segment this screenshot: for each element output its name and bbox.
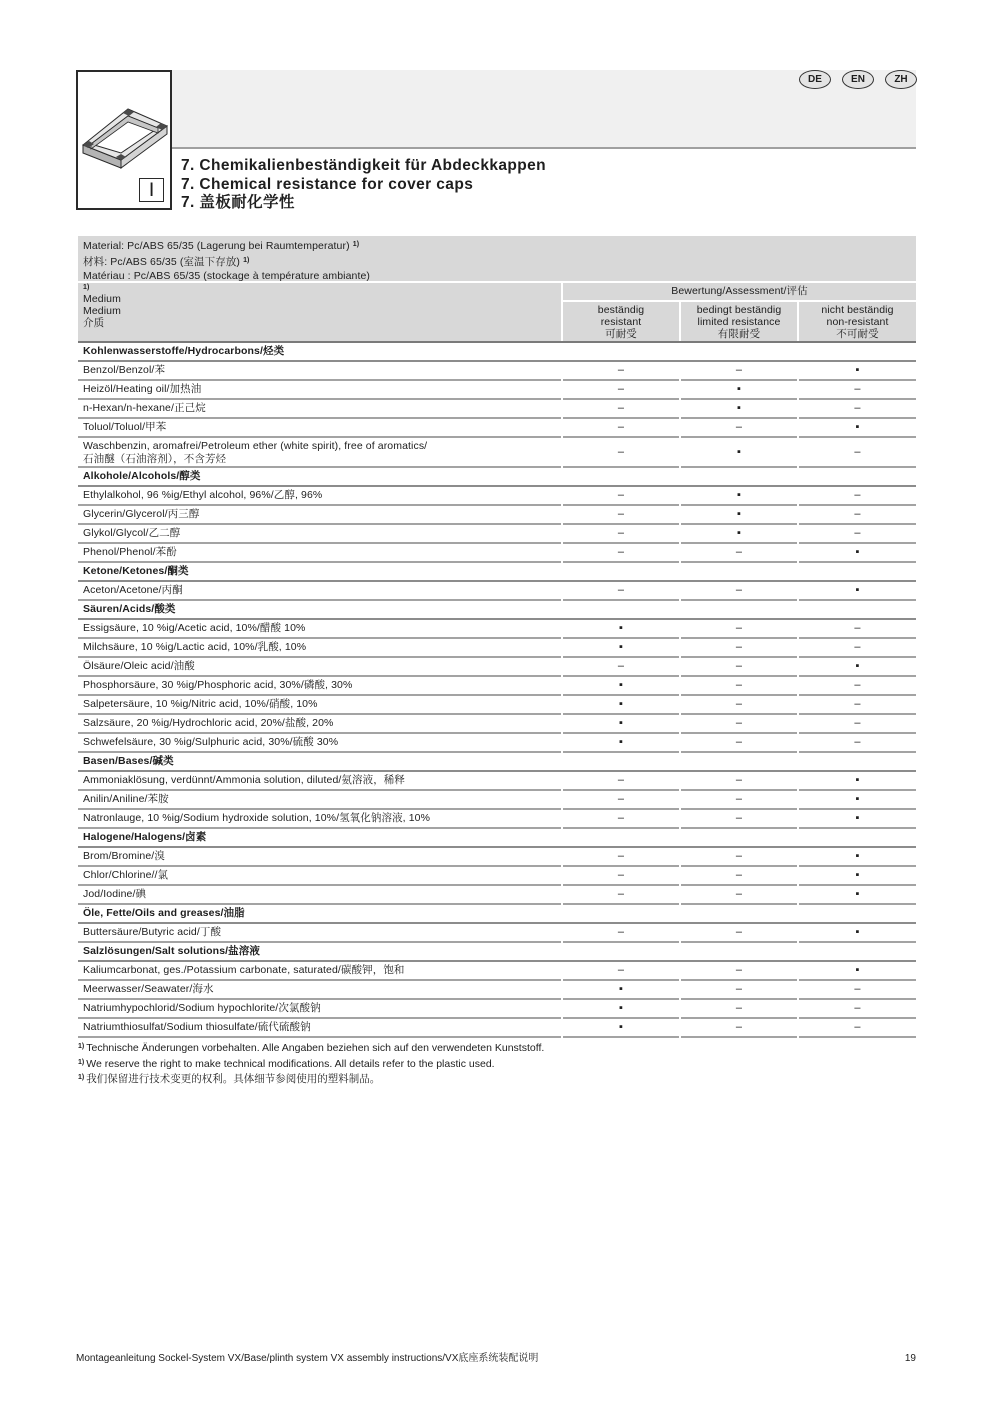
- table-row: [78, 544, 916, 563]
- rating-non-resistant: –: [799, 715, 916, 734]
- medium-name: [78, 924, 561, 943]
- section-row: [78, 343, 916, 362]
- rating-resistant: –: [563, 867, 679, 886]
- rating-resistant: –: [563, 419, 679, 438]
- medium-header-en: Medium: [83, 305, 121, 317]
- column-header-non-resistant: [799, 302, 916, 341]
- assessment-header: Bewertung/Assessment/评估: [563, 283, 916, 300]
- rating-resistant: –: [563, 886, 679, 905]
- rating-resistant: –: [563, 544, 679, 563]
- medium-name: [78, 1019, 561, 1038]
- medium-name-line: n-Hexan/n-hexane/正己烷: [83, 402, 206, 414]
- rating-non-resistant: ▪: [799, 924, 916, 943]
- rating-limited-resistance: –: [681, 362, 797, 381]
- rating-limited-resistance: –: [681, 734, 797, 753]
- material-line-zh: [83, 254, 916, 270]
- medium-name: [78, 639, 561, 658]
- rating-limited-resistance: –: [681, 1019, 797, 1038]
- table-row: [78, 658, 916, 677]
- medium-name: [78, 791, 561, 810]
- medium-name: [78, 1000, 561, 1019]
- page-number: 19: [904, 1353, 916, 1364]
- rating-limited-resistance: –: [681, 419, 797, 438]
- footnote-marker: 1): [83, 284, 90, 291]
- footnote-marker: 1): [78, 1058, 85, 1066]
- material-text: Matériau : Pc/ABS 65/35 (stockage à température ambiante): [83, 270, 371, 282]
- table-row: [78, 734, 916, 753]
- medium-name: [78, 419, 561, 438]
- rating-non-resistant: –: [799, 487, 916, 506]
- table-row: [78, 981, 916, 1000]
- rating-limited-resistance: –: [681, 772, 797, 791]
- rating-limited-resistance: –: [681, 639, 797, 658]
- column-header-line: 不可耐受: [836, 328, 879, 340]
- medium-name: [78, 696, 561, 715]
- rating-resistant: ▪: [563, 981, 679, 1000]
- rating-resistant: –: [563, 582, 679, 601]
- medium-name-line: 石油醚（石油溶剂），不含芳烃: [83, 452, 227, 465]
- rating-resistant: ▪: [563, 1000, 679, 1019]
- rating-limited-resistance: –: [681, 886, 797, 905]
- rating-resistant: ▪: [563, 696, 679, 715]
- section-row: [78, 601, 916, 620]
- rating-limited-resistance: –: [681, 924, 797, 943]
- chapter-icon-box: [76, 70, 172, 210]
- rating-limited-resistance: ▪: [681, 506, 797, 525]
- medium-header-zh: 介质: [83, 317, 105, 329]
- material-line-fr: [83, 269, 916, 284]
- rating-resistant: –: [563, 848, 679, 867]
- section-title: Salzlösungen/Salt solutions/盐溶液: [78, 943, 916, 962]
- rating-resistant: ▪: [563, 620, 679, 639]
- section-title: Halogene/Halogens/卤素: [78, 829, 916, 848]
- rating-non-resistant: ▪: [799, 419, 916, 438]
- section-title: Ketone/Ketones/酮类: [78, 563, 916, 582]
- medium-name-line: Natriumthiosulfat/Sodium thiosulfate/硫代硫酸钠: [83, 1021, 311, 1033]
- rating-resistant: ▪: [563, 715, 679, 734]
- column-header-line: 可耐受: [605, 328, 637, 340]
- medium-name-line: Salpetersäure, 10 %ig/Nitric acid, 10%/硝酸, 10%: [83, 698, 318, 710]
- table-row: [78, 1000, 916, 1019]
- medium-name: [78, 400, 561, 419]
- rating-non-resistant: –: [799, 506, 916, 525]
- footnote-marker: 1): [352, 241, 360, 248]
- medium-name-line: Anilin/Aniline/苯胺: [83, 793, 169, 805]
- section-title: Basen/Bases/碱类: [78, 753, 916, 772]
- rating-resistant: –: [563, 525, 679, 544]
- column-header-line: beständig: [597, 304, 645, 316]
- material-text: 材料: Pc/ABS 65/35 (室温下存放): [83, 255, 241, 268]
- rating-non-resistant: ▪: [799, 791, 916, 810]
- rating-resistant: –: [563, 381, 679, 400]
- column-header-line: 有限耐受: [717, 328, 761, 340]
- table-row: [78, 810, 916, 829]
- medium-name-line: Essigsäure, 10 %ig/Acetic acid, 10%/醋酸 10%: [83, 622, 306, 634]
- medium-name: [78, 848, 561, 867]
- title-en: 7. Chemical resistance for cover caps: [181, 175, 474, 193]
- section-title: Kohlenwasserstoffe/Hydrocarbons/烃类: [78, 343, 916, 362]
- rating-non-resistant: ▪: [799, 810, 916, 829]
- column-header-resistant: [563, 302, 679, 341]
- table-body: [78, 343, 916, 1038]
- rating-non-resistant: –: [799, 1019, 916, 1038]
- medium-name: [78, 582, 561, 601]
- medium-name-line: Glykol/Glycol/乙二醇: [83, 527, 181, 539]
- table-row: [78, 525, 916, 544]
- medium-name-line: Ölsäure/Oleic acid/油酸: [83, 660, 195, 672]
- medium-name: [78, 772, 561, 791]
- rating-resistant: –: [563, 438, 679, 468]
- rating-limited-resistance: ▪: [681, 525, 797, 544]
- rating-non-resistant: –: [799, 696, 916, 715]
- table-row: [78, 791, 916, 810]
- rating-limited-resistance: ▪: [681, 438, 797, 468]
- medium-name-line: Natronlauge, 10 %ig/Sodium hydroxide solution, 10%/氢氧化钠溶液, 10%: [83, 812, 431, 824]
- rating-limited-resistance: –: [681, 810, 797, 829]
- footnote-de: [78, 1040, 916, 1056]
- section-row: [78, 563, 916, 582]
- rating-limited-resistance: ▪: [681, 400, 797, 419]
- rating-limited-resistance: –: [681, 582, 797, 601]
- section-row: [78, 753, 916, 772]
- table-row: [78, 1019, 916, 1038]
- footnote-text: We reserve the right to make technical modifications. All details refer to the plastic used.: [86, 1057, 495, 1070]
- footnote-en: [78, 1056, 916, 1072]
- column-header-line: nicht beständig: [821, 304, 894, 316]
- footer-document-title: Montageanleitung Sockel-System VX/Base/plinth system VX assembly instructions/VX底座系统装配说明: [76, 1353, 539, 1364]
- table-row: [78, 924, 916, 943]
- section-title: Säuren/Acids/酸类: [78, 601, 916, 620]
- footnote-marker: 1): [78, 1074, 85, 1081]
- column-header-line: resistant: [600, 316, 642, 328]
- table-row: [78, 715, 916, 734]
- language-badge-en: EN: [842, 70, 874, 89]
- rating-non-resistant: ▪: [799, 886, 916, 905]
- medium-name: [78, 438, 561, 468]
- section-row: [78, 943, 916, 962]
- rating-resistant: –: [563, 400, 679, 419]
- rating-resistant: –: [563, 506, 679, 525]
- rating-limited-resistance: –: [681, 1000, 797, 1019]
- footnote-text: Technische Änderungen vorbehalten. Alle Angaben beziehen sich auf den verwendeten Kunststoff.: [86, 1042, 545, 1054]
- table-row: [78, 381, 916, 400]
- medium-name-line: Phosphorsäure, 30 %ig/Phosphoric acid, 30%/磷酸, 30%: [83, 679, 353, 691]
- rating-non-resistant: –: [799, 438, 916, 468]
- medium-name-line: Benzol/Benzol/苯: [83, 364, 166, 376]
- table-row: [78, 620, 916, 639]
- rating-limited-resistance: ▪: [681, 487, 797, 506]
- rating-resistant: –: [563, 658, 679, 677]
- medium-name: [78, 677, 561, 696]
- table-row: [78, 886, 916, 905]
- medium-name: [78, 544, 561, 563]
- table-row: [78, 867, 916, 886]
- medium-name-line: Ethylalkohol, 96 %ig/Ethyl alcohol, 96%/乙醇, 96%: [83, 489, 323, 501]
- page-title: [181, 157, 546, 213]
- rating-resistant: ▪: [563, 734, 679, 753]
- medium-name: [78, 886, 561, 905]
- rating-non-resistant: ▪: [799, 962, 916, 981]
- medium-name-line: Brom/Bromine/溴: [83, 850, 165, 862]
- rating-resistant: –: [563, 962, 679, 981]
- rating-non-resistant: ▪: [799, 544, 916, 563]
- rating-limited-resistance: –: [681, 544, 797, 563]
- table-row: [78, 772, 916, 791]
- medium-name: [78, 506, 561, 525]
- column-header-line: non-resistant: [826, 316, 889, 328]
- rating-limited-resistance: ▪: [681, 381, 797, 400]
- medium-name-line: Heizöl/Heating oil/加热油: [83, 383, 202, 395]
- rating-non-resistant: –: [799, 1000, 916, 1019]
- medium-name: [78, 810, 561, 829]
- rating-non-resistant: ▪: [799, 582, 916, 601]
- footnote-text: 我们保留进行技术变更的权利。具体细节参阅使用的塑料制品。: [86, 1073, 381, 1085]
- material-line-de: [83, 238, 916, 254]
- medium-name-line: Chlor/Chlorine//氯: [83, 869, 169, 881]
- rating-limited-resistance: –: [681, 981, 797, 1000]
- rating-resistant: ▪: [563, 1019, 679, 1038]
- medium-name-line: Toluol/Toluol/甲苯: [83, 421, 167, 433]
- medium-name-line: Aceton/Acetone/丙酮: [83, 584, 183, 596]
- table-row: [78, 419, 916, 438]
- rating-limited-resistance: –: [681, 715, 797, 734]
- medium-name-line: Jod/Iodine/碘: [83, 888, 147, 900]
- rating-limited-resistance: –: [681, 867, 797, 886]
- rating-limited-resistance: –: [681, 962, 797, 981]
- material-text: Material: Pc/ABS 65/35 (Lagerung bei Raumtemperatur): [83, 240, 350, 252]
- medium-name: [78, 962, 561, 981]
- title-de: 7. Chemikalienbeständigkeit für Abdeckkappen: [181, 157, 547, 174]
- rating-limited-resistance: –: [681, 848, 797, 867]
- table-row: [78, 696, 916, 715]
- material-info: [78, 236, 916, 281]
- medium-name: [78, 362, 561, 381]
- column-header-line: limited resistance: [697, 316, 781, 328]
- rating-resistant: –: [563, 772, 679, 791]
- medium-name-line: Ammoniaklösung, verdünnt/Ammonia solution, diluted/氨溶液，稀释: [83, 774, 406, 786]
- medium-name-line: Waschbenzin, aromafrei/Petroleum ether (white spirit), free of aromatics/: [83, 440, 428, 452]
- medium-name: [78, 525, 561, 544]
- language-badge-zh: ZH: [885, 70, 917, 89]
- table-row: [78, 848, 916, 867]
- medium-name-line: Glycerin/Glycerol/丙三醇: [83, 508, 200, 520]
- medium-name: [78, 715, 561, 734]
- table-row: [78, 487, 916, 506]
- chapter-icon-label: I: [139, 178, 164, 202]
- medium-name: [78, 867, 561, 886]
- rating-non-resistant: –: [799, 734, 916, 753]
- section-row: [78, 829, 916, 848]
- rating-non-resistant: ▪: [799, 772, 916, 791]
- medium-name-line: Kaliumcarbonat, ges./Potassium carbonate, saturated/碳酸钾，饱和: [83, 964, 405, 976]
- footnote-zh: [78, 1071, 916, 1087]
- table-row: [78, 639, 916, 658]
- column-header-line: bedingt beständig: [696, 304, 782, 316]
- rating-non-resistant: –: [799, 400, 916, 419]
- section-row: [78, 468, 916, 487]
- rating-limited-resistance: –: [681, 791, 797, 810]
- table-row: [78, 362, 916, 381]
- rating-non-resistant: –: [799, 381, 916, 400]
- table-row: [78, 677, 916, 696]
- rating-limited-resistance: –: [681, 677, 797, 696]
- title-zh: 7. 盖板耐化学性: [181, 194, 295, 211]
- table-row: [78, 400, 916, 419]
- medium-name-line: Schwefelsäure, 30 %ig/Sulphuric acid, 30%/硫酸 30%: [83, 736, 339, 748]
- chemical-resistance-table: [78, 236, 916, 1040]
- medium-name-line: Milchsäure, 10 %ig/Lactic acid, 10%/乳酸, 10%: [83, 641, 307, 653]
- rating-resistant: –: [563, 924, 679, 943]
- footnote-marker: 1): [243, 256, 250, 264]
- table-row: [78, 962, 916, 981]
- medium-name-line: Salzsäure, 20 %ig/Hydrochloric acid, 20%/盐酸, 20%: [83, 717, 334, 729]
- medium-name: [78, 658, 561, 677]
- rating-non-resistant: –: [799, 981, 916, 1000]
- rating-non-resistant: –: [799, 620, 916, 639]
- rating-resistant: –: [563, 487, 679, 506]
- language-badge-de: DE: [799, 70, 831, 89]
- medium-name-line: Phenol/Phenol/苯酚: [83, 546, 177, 558]
- footnotes: [78, 1040, 916, 1087]
- medium-name: [78, 734, 561, 753]
- rating-resistant: –: [563, 810, 679, 829]
- medium-column-header: [78, 283, 561, 341]
- rating-limited-resistance: –: [681, 696, 797, 715]
- medium-name: [78, 981, 561, 1000]
- medium-name: [78, 487, 561, 506]
- column-header-limited-resistance: [681, 302, 797, 341]
- medium-header-de: Medium: [83, 293, 121, 305]
- table-row: [78, 438, 916, 468]
- section-title: Öle, Fette/Oils and greases/油脂: [78, 905, 916, 924]
- rating-non-resistant: ▪: [799, 658, 916, 677]
- medium-name: [78, 381, 561, 400]
- rating-non-resistant: ▪: [799, 362, 916, 381]
- table-row: [78, 582, 916, 601]
- rating-limited-resistance: –: [681, 658, 797, 677]
- medium-name-line: Natriumhypochlorid/Sodium hypochlorite/次氯酸钠: [83, 1002, 321, 1014]
- rating-non-resistant: ▪: [799, 848, 916, 867]
- rating-non-resistant: –: [799, 677, 916, 696]
- section-row: [78, 905, 916, 924]
- rating-non-resistant: –: [799, 639, 916, 658]
- rating-non-resistant: ▪: [799, 867, 916, 886]
- rating-resistant: ▪: [563, 639, 679, 658]
- rating-resistant: ▪: [563, 677, 679, 696]
- section-title: Alkohole/Alcohols/醇类: [78, 468, 916, 487]
- rating-non-resistant: –: [799, 525, 916, 544]
- medium-name: [78, 620, 561, 639]
- medium-name-line: Meerwasser/Seawater/海水: [83, 983, 214, 995]
- footnote-marker: 1): [78, 1043, 85, 1050]
- table-row: [78, 506, 916, 525]
- rating-limited-resistance: –: [681, 620, 797, 639]
- rating-resistant: –: [563, 791, 679, 810]
- rating-resistant: –: [563, 362, 679, 381]
- medium-name-line: Buttersäure/Butyric acid/丁酸: [83, 926, 222, 938]
